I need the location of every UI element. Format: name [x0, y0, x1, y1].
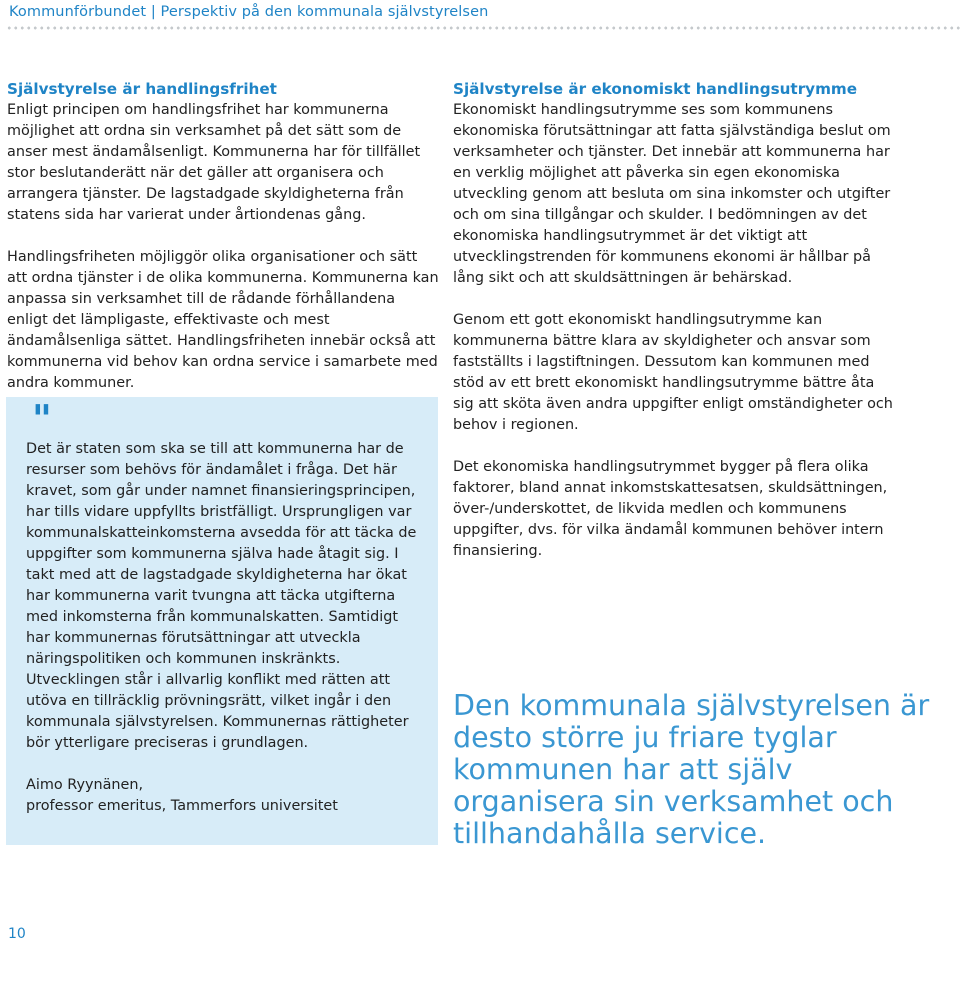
quote-box: [6, 397, 438, 845]
quote-text: Det är staten som ska se till att kommunerna har de resurser som behövs för ändamålet i fråga. Det här kravet, som går under namnet finansieringsprincipen, har tills vidare uppfyllts bristfälligt. Ursprungligen var kommunalskatteinkomsterna avsedda för att täcka de uppgifter som kommunerna själva hade åtagit sig. I takt med att de lagstadgade skyldigheterna har ökat har kommunerna varit tvungna att täcka utgifterna med inkomsterna från kommunalskatten. Samtidigt har kommunernas förutsättningar att utveckla näringspolitiken och kommunen inskränkts. Utvecklingen står i allvarlig konflikt med rätten att utöva en tillräcklig prövningsrätt, vilket ingår i den kommunala självstyrelsen. Kommunernas rättigheter bör ytterligare preciseras i grundlagen.: [26, 441, 417, 751]
section-heading-handlingsfrihet: Självstyrelse är handlingsfrihet: [7, 80, 277, 98]
right-column: [453, 79, 893, 562]
quote-author-name: Aimo Ryynänen,: [26, 777, 144, 793]
pull-quote: Den kommunala självstyrelsen är desto större ju friare tyglar kommunen har att själv organisera sin verksamhet och tillhandahålla service.: [453, 689, 930, 850]
dotted-divider: [6, 25, 960, 31]
quote-author-title: professor emeritus, Tammerfors universitet: [26, 798, 338, 814]
body-paragraph: Ekonomiskt handlingsutrymme ses som kommunens ekonomiska förutsättningar att fatta självständiga beslut om verksamheter och tjänster. Det innebär att kommunerna har en verklig möjlighet att påverka sin egen ekonomiska utveckling genom att besluta om sina inkomster och utgifter och om sina tillgångar och skulder. I bedömningen av det ekonomiska handlingsutrymmet är det viktigt att utvecklingstrenden för kommunens ekonomi är hållbar på lång sikt och att skuldsättningen är behärskad.: [453, 102, 891, 286]
body-paragraph: Det ekonomiska handlingsutrymmet bygger på flera olika faktorer, bland annat inkomstskattesatsen, skuldsättningen, över-/underskottet, de likvida medlen och kommunens uppgifter, dvs. för vilka ändamål kommunen behöver intern finansiering.: [453, 459, 888, 559]
section-heading-ekonomiskt-handlingsutrymme: Självstyrelse är ekonomiskt handlingsutrymme: [453, 80, 858, 98]
left-column: [7, 79, 439, 394]
running-header: Kommunförbundet | Perspektiv på den kommunala självstyrelsen: [9, 4, 489, 20]
body-paragraph: Enligt principen om handlingsfrihet har kommunerna möjlighet att ordna sin verksamhet på det sätt som de anser mest ändamålsenligt. Kommunerna har för tillfället stor beslutanderätt när det gäller att organisera och arrangera tjänster. De lagstadgade skyldigheterna från statens sida har varierat under årtiondenas gång.: [7, 102, 421, 223]
body-paragraph: Genom ett gott ekonomiskt handlingsutrymme kan kommunerna bättre klara av skyldigheter och ansvar som fastställts i lagstiftningen. Dessutom kan kommunen med stöd av ett brett ekonomiskt handlingsutrymme bättre åta sig att sköta även andra uppgifter enligt omständigheter och behov i regionen.: [453, 312, 893, 433]
page-number: 10: [8, 926, 26, 942]
quote-text-block: [26, 439, 426, 817]
quotation-mark-icon: ": [32, 397, 52, 441]
body-paragraph: Handlingsfriheten möjliggör olika organisationer och sätt att ordna tjänster i de olika kommunerna. Kommunerna kan anpassa sin verksamhet till de rådande förhållandena enligt det lämpligaste, effektivaste och mest ändamålsenliga sättet. Handlingsfriheten innebär också att kommunerna vid behov kan ordna service i samarbete med andra kommuner.: [7, 249, 439, 391]
